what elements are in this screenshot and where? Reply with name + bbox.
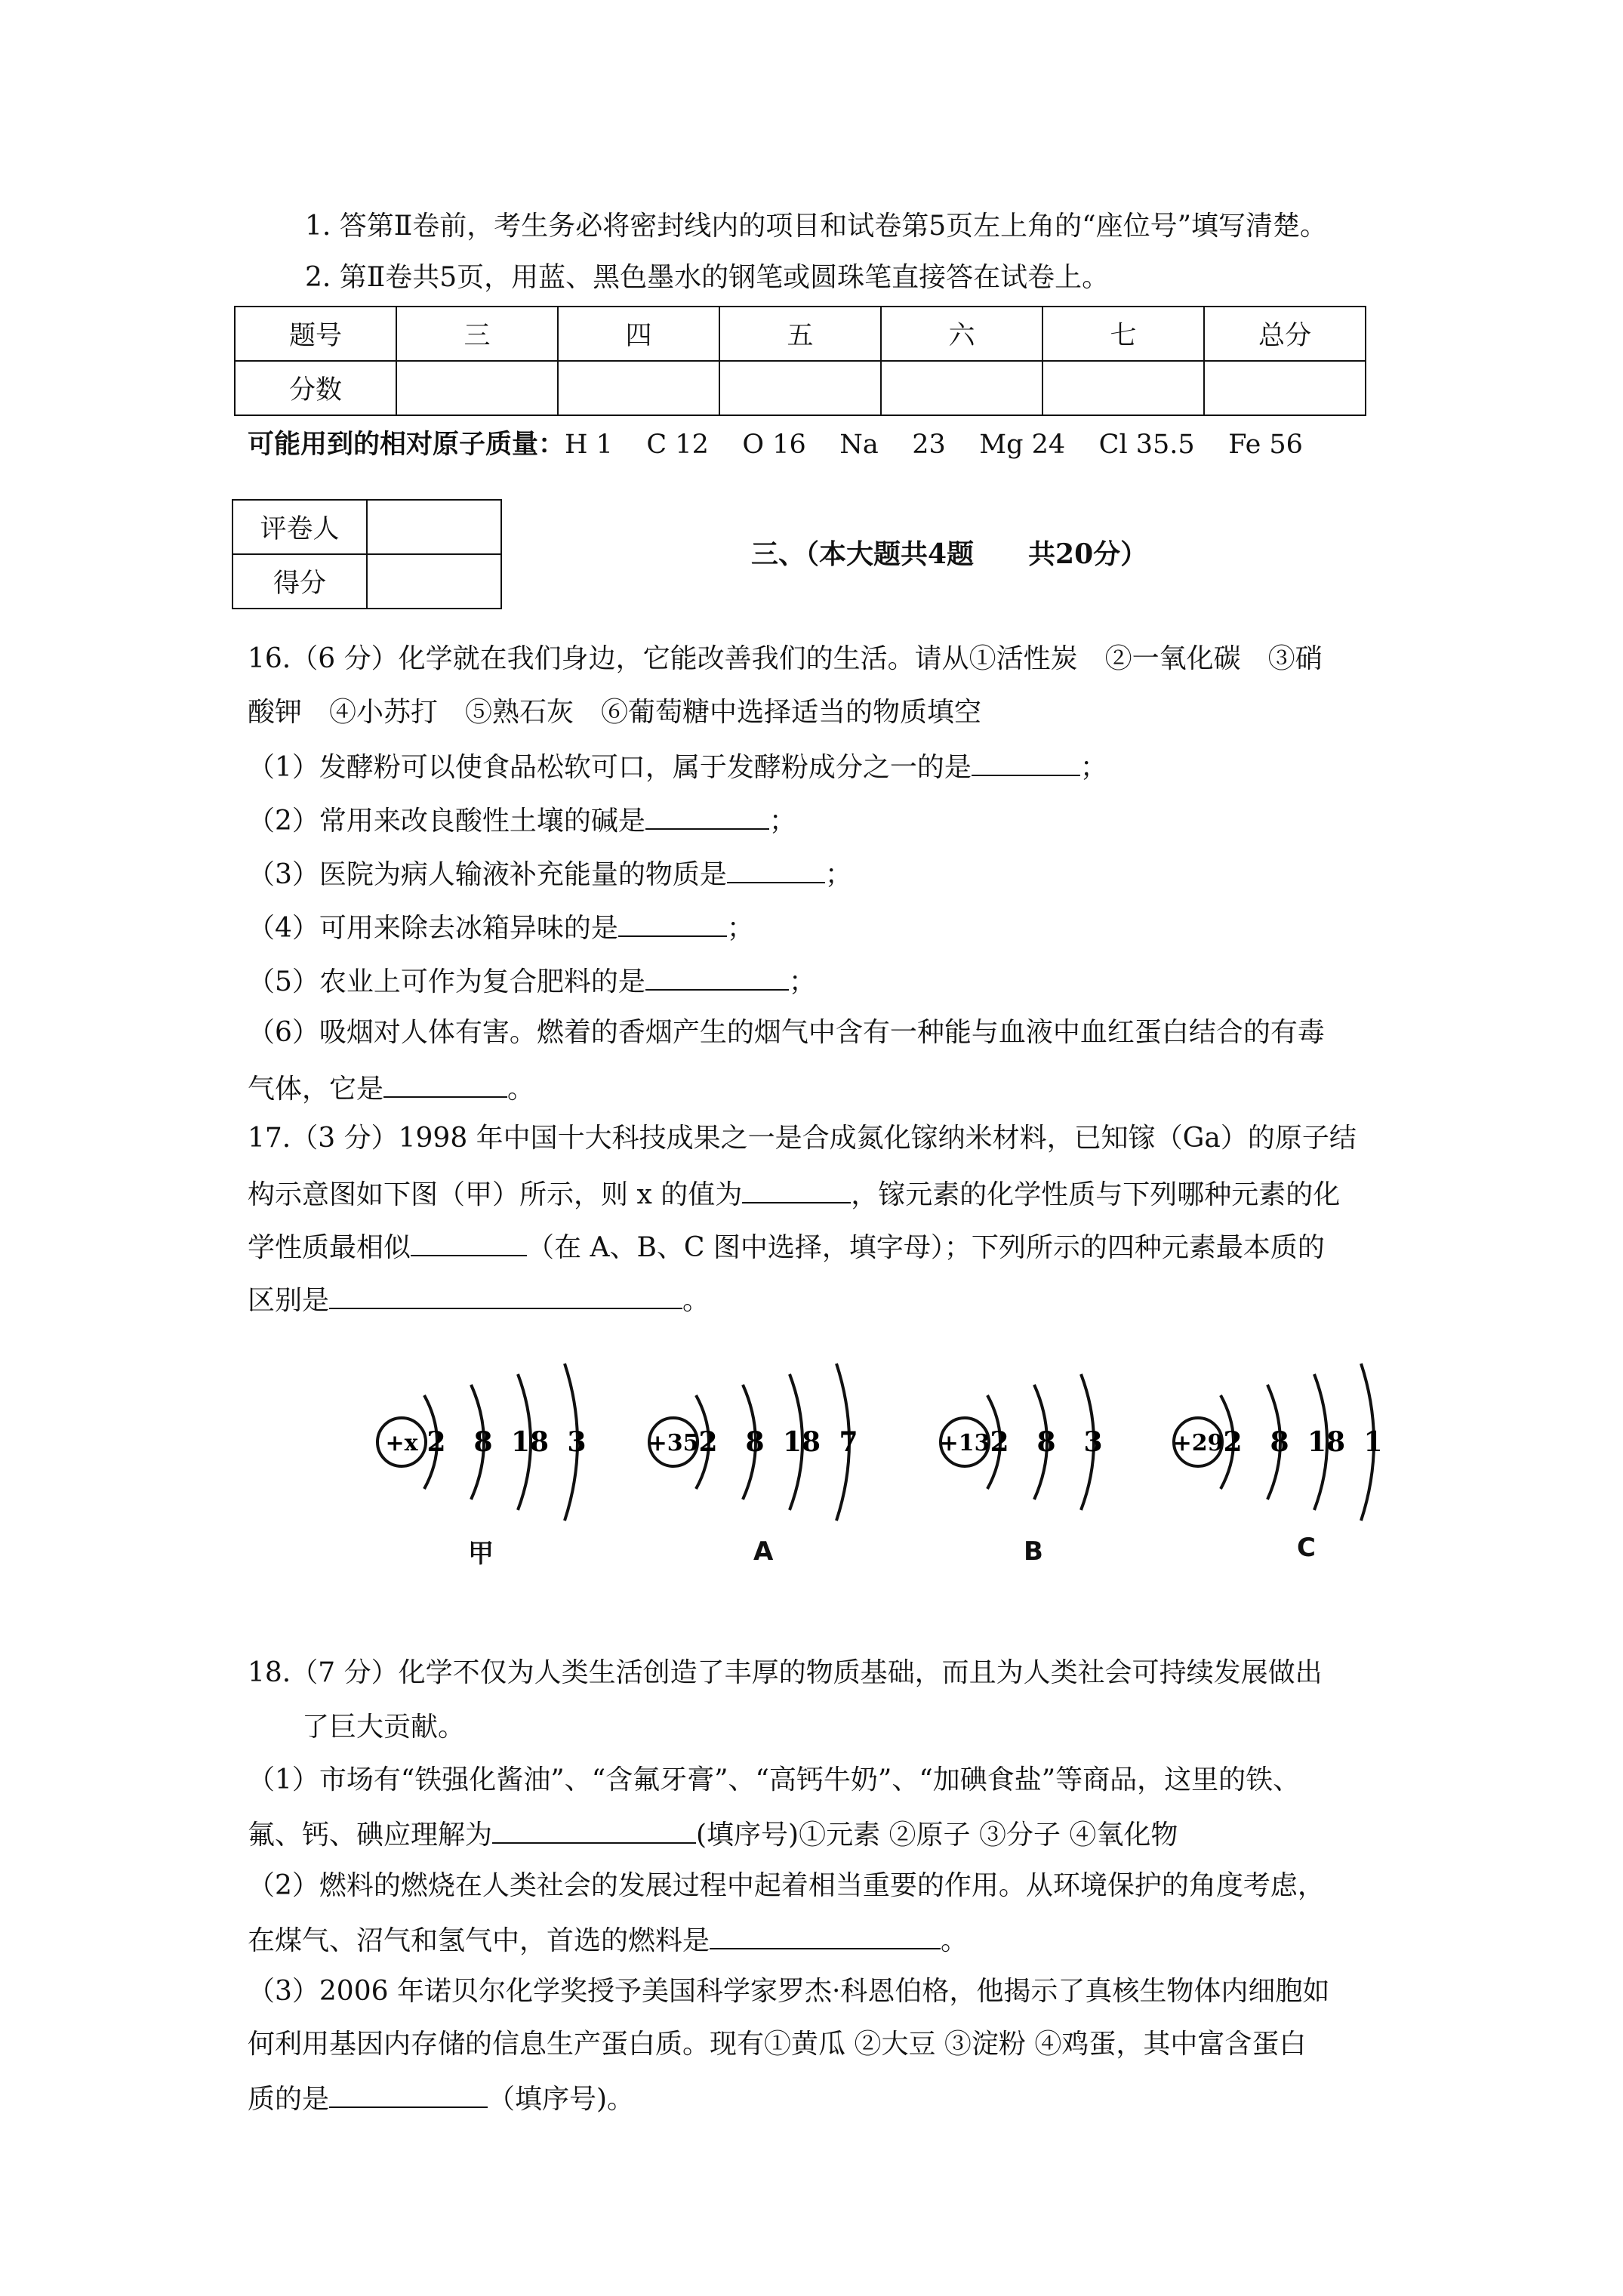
shell-electron-count: 18 [510, 1426, 550, 1458]
shell-electron-count: 8 [1270, 1426, 1289, 1458]
q17-line-3 [248, 1232, 1325, 1262]
shell-electron-count: 1 [1363, 1426, 1383, 1458]
score-table-header: 六 [881, 307, 1042, 361]
q18-part-3-text: 质的是 [248, 2084, 330, 2115]
shell-electron-count: 2 [990, 1426, 1009, 1458]
q18-part-1-line-2 [248, 1820, 1178, 1849]
answer-blank[interactable] [645, 806, 769, 830]
semicolon: ； [768, 806, 796, 837]
atom-label-jia: 甲 [468, 1539, 494, 1569]
answer-blank[interactable] [383, 1074, 507, 1098]
atomic-mass-line [248, 432, 1303, 458]
atomic-mass-values: H 1 C 12 O 16 Na 23 Mg 24 Cl 35.5 Fe 56 [565, 430, 1303, 460]
answer-blank[interactable] [710, 1925, 941, 1949]
nucleus-charge: +13 [939, 1430, 990, 1456]
score-cell[interactable] [1204, 361, 1366, 415]
period: 。 [682, 1285, 710, 1316]
answer-blank[interactable] [411, 1232, 527, 1256]
score-cell[interactable] [719, 361, 881, 415]
shell-electron-count: 8 [745, 1426, 765, 1458]
score-table-header: 四 [558, 307, 719, 361]
answer-blank[interactable] [742, 1179, 851, 1203]
score-table-header: 题号 [235, 307, 396, 361]
atom-diagram-c [1173, 1364, 1383, 1521]
shell-electron-count: 2 [427, 1426, 446, 1458]
atom-diagram-a [648, 1364, 858, 1521]
score-table-header: 三 [396, 307, 558, 361]
atom-label-a: A [753, 1536, 774, 1567]
q17-line-4-text: 区别是 [248, 1285, 330, 1316]
atom-label-c: C [1297, 1533, 1316, 1563]
q18-part-3-line-2: 何利用基因内存储的信息生产蛋白质。现有①黄瓜 ②大豆 ③淀粉 ④鸡蛋，其中富含蛋白 [248, 2029, 1307, 2060]
q16-part-6-text: 气体，它是 [248, 1074, 384, 1105]
nucleus-charge: +x [385, 1430, 418, 1456]
nucleus-charge: +29 [1172, 1430, 1224, 1456]
q18-part-2-line-2 [248, 1925, 968, 1955]
semicolon: ； [824, 859, 852, 890]
grader-label: 评卷人 [233, 500, 367, 554]
instruction-2: 2. 第Ⅱ卷共5页，用蓝、黑色墨水的钢笔或圆珠笔直接答在试卷上。 [305, 262, 1110, 293]
semicolon: ； [788, 966, 816, 997]
q18-part-2-text: 在煤气、沼气和氢气中，首选的燃料是 [248, 1925, 710, 1956]
nucleus-charge: +35 [648, 1430, 699, 1456]
shell-electron-count: 7 [839, 1426, 858, 1458]
shell-electron-count: 2 [1223, 1426, 1243, 1458]
q17-line-2a: 构示意图如下图（甲）所示，则 x 的值为 [248, 1179, 743, 1210]
q17-line-2 [248, 1179, 1340, 1209]
semicolon: ； [726, 913, 754, 944]
q17-line-1: 17.（3 分）1998 年中国十大科技成果之一是合成氮化镓纳米材料，已知镓（Ga）的原子结 [248, 1123, 1357, 1154]
answer-blank[interactable] [329, 2084, 488, 2108]
grader-table [232, 499, 502, 609]
q16-part-3-text: （3）医院为病人输液补充能量的物质是 [248, 859, 727, 890]
score-cell[interactable] [396, 361, 558, 415]
atom-diagram-jia [377, 1364, 587, 1521]
shell-electron-count: 18 [782, 1426, 821, 1458]
score-table-header: 总分 [1204, 307, 1366, 361]
answer-blank[interactable] [727, 859, 825, 883]
period: 。 [941, 1925, 969, 1956]
q16-part-1 [248, 752, 1107, 781]
shell-electron-count: 3 [1083, 1426, 1103, 1458]
q18-part-1-text: 氟、钙、碘应理解为 [248, 1820, 493, 1851]
semicolon: ； [1079, 752, 1107, 783]
q16-part-6-line-1: （6）吸烟对人体有害。燃着的香烟产生的烟气中含有一种能与血液中血红蛋白结合的有毒 [248, 1017, 1325, 1048]
score-cell[interactable] [1042, 361, 1204, 415]
atom-diagrams [0, 1344, 1623, 1570]
score-cell[interactable] [558, 361, 719, 415]
shell-electron-count: 8 [473, 1426, 493, 1458]
q18-line-1: 18.（7 分）化学不仅为人类生活创造了丰厚的物质基础，而且为人类社会可持续发展做出 [248, 1657, 1323, 1688]
atom-label-b: B [1024, 1536, 1043, 1567]
q16-part-6-line-2 [248, 1074, 534, 1103]
instruction-1: 1. 答第Ⅱ卷前，考生务必将密封线内的项目和试卷第5页左上角的“座位号”填写清楚。 [305, 211, 1327, 242]
q16-part-1-text: （1）发酵粉可以使食品松软可口，属于发酵粉成分之一的是 [248, 752, 972, 783]
grader-cell[interactable] [367, 500, 501, 554]
atom-diagram-b [940, 1374, 1103, 1510]
q16-part-2 [248, 806, 796, 835]
shell-electron-count: 8 [1036, 1426, 1056, 1458]
q17-line-3b: （在 A、B、C 图中选择，填字母）；下列所示的四种元素最本质的 [527, 1232, 1325, 1263]
answer-blank[interactable] [972, 752, 1080, 776]
score-table [234, 306, 1366, 416]
q16-stem-2: 酸钾 ④小苏打 ⑤熟石灰 ⑥葡萄糖中选择适当的物质填空 [248, 697, 982, 728]
score-table-header: 七 [1042, 307, 1204, 361]
q16-part-2-text: （2）常用来改良酸性土壤的碱是 [248, 806, 645, 837]
q16-part-4-text: （4）可用来除去冰箱异味的是 [248, 913, 618, 944]
shell-electron-count: 18 [1307, 1426, 1346, 1458]
q17-line-3a: 学性质最相似 [248, 1232, 411, 1263]
answer-blank[interactable] [618, 913, 727, 937]
score-table-row-label: 分数 [235, 361, 396, 415]
section-title: 三、（本大题共4题 共20分） [751, 538, 1148, 570]
atomic-mass-label: 可能用到的相对原子质量： [248, 430, 565, 460]
answer-blank[interactable] [329, 1285, 682, 1309]
period: 。 [507, 1074, 535, 1105]
q16-part-5 [248, 966, 816, 996]
shell-electron-count: 2 [698, 1426, 718, 1458]
grader-score-label: 得分 [233, 554, 367, 609]
q16-part-5-text: （5）农业上可作为复合肥料的是 [248, 966, 645, 997]
score-cell[interactable] [881, 361, 1042, 415]
q18-line-2: 了巨大贡献。 [302, 1712, 466, 1743]
q16-part-4 [248, 913, 754, 942]
q18-part-3-line-1: （3）2006 年诺贝尔化学奖授予美国科学家罗杰·科恩伯格，他揭示了真核生物体内细胞如 [248, 1976, 1330, 2007]
q18-part-1-options: (填序号)①元素 ②原子 ③分子 ④氧化物 [696, 1820, 1178, 1851]
q18-part-3-hint: （填序号)。 [488, 2084, 635, 2115]
answer-blank[interactable] [492, 1820, 696, 1844]
q18-part-2-line-1: （2）燃料的燃烧在人类社会的发展过程中起着相当重要的作用。从环境保护的角度考虑， [248, 1870, 1325, 1901]
q16-stem-1: 16.（6 分）化学就在我们身边，它能改善我们的生活。请从①活性炭 ②一氧化碳 ③硝 [248, 643, 1323, 674]
q18-part-3-line-3 [248, 2084, 634, 2113]
shell-electron-count: 3 [567, 1426, 587, 1458]
q17-line-2b: ，镓元素的化学性质与下列哪种元素的化 [851, 1179, 1341, 1210]
grader-score-cell[interactable] [367, 554, 501, 609]
q16-part-3 [248, 859, 852, 889]
q17-line-4 [248, 1285, 710, 1314]
q18-part-1-line-1: （1）市场有“铁强化酱油”、“含氟牙膏”、“高钙牛奶”、“加碘食盐”等商品，这里的铁、 [248, 1764, 1301, 1795]
score-table-header: 五 [719, 307, 881, 361]
answer-blank[interactable] [645, 966, 789, 991]
